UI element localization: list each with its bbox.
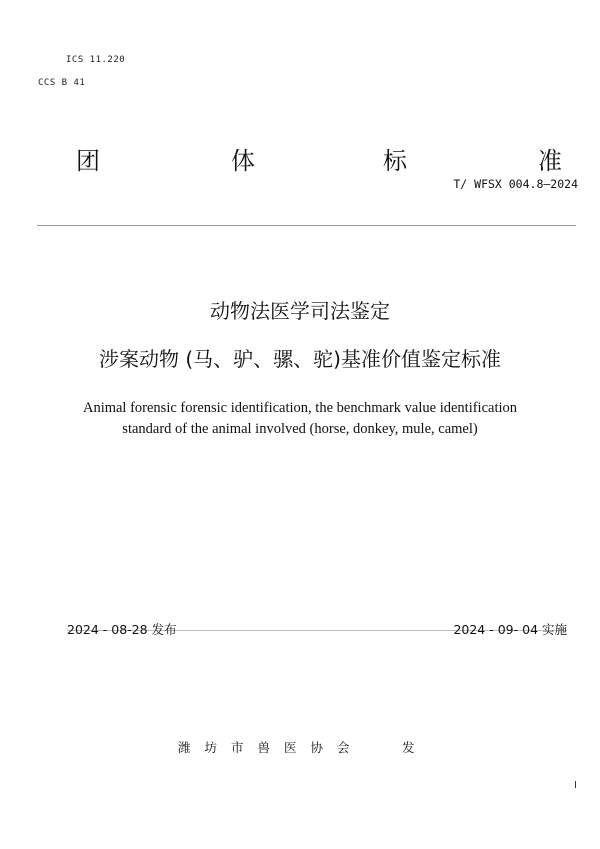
standard-type-char: 准 [538,147,562,175]
title-chinese-line-2: 涉案动物 (马、驴、骡、驼)基准价值鉴定标准 [99,347,501,371]
ccs-code: CCS B 41 [38,78,86,88]
publish-label: 发 [402,740,415,755]
standard-type-char: 团 [76,147,100,175]
title-chinese-line-1: 动物法医学司法鉴定 [210,299,390,323]
issue-date: 2024 - 08-28 发布 [67,622,177,637]
standard-type-char: 体 [231,147,255,175]
standard-type-char: 标 [383,147,407,175]
implementation-date: 2024 - 09- 04 实施 [453,622,567,637]
title-english: Animal forensic forensic identification, the benchmark value identification standard of the animal involved (horse, donkey, mule, camel) [82,400,518,437]
standard-number: T/ WFSX 004.8—2024 [453,177,578,191]
publisher-name: 潍坊市兽医协会 [178,740,364,755]
page-number: I [574,780,577,791]
header-divider [37,225,576,226]
ics-code: ICS 11.220 [66,55,126,65]
